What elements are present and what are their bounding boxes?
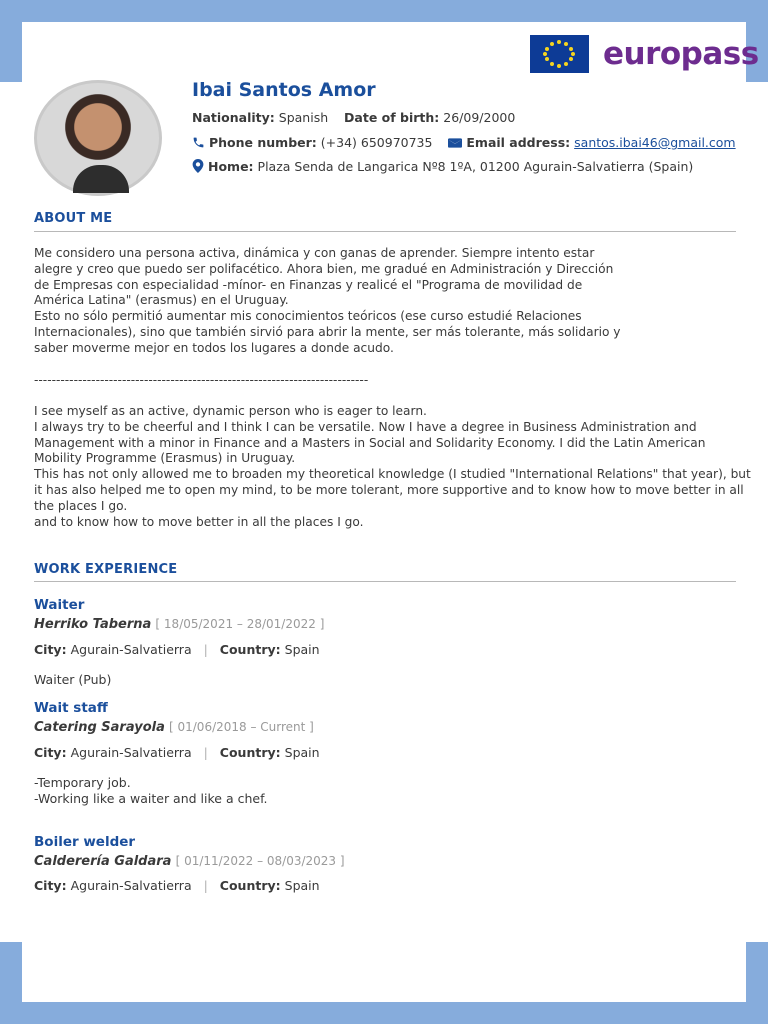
job-description: -Temporary job. -Working like a waiter and like a chef. bbox=[34, 775, 268, 806]
city-value: Agurain-Salvatierra bbox=[70, 642, 192, 657]
work-section-rule bbox=[34, 581, 736, 582]
dob-value: 26/09/2000 bbox=[443, 110, 516, 125]
job-dates: [ 18/05/2021 – 28/01/2022 ] bbox=[155, 617, 325, 631]
profile-photo bbox=[34, 80, 162, 196]
country-value: Spain bbox=[284, 745, 320, 760]
info-line-home bbox=[192, 159, 693, 174]
work-section-title: WORK EXPERIENCE bbox=[34, 562, 178, 577]
country-value: Spain bbox=[284, 878, 320, 893]
job-employer-line bbox=[34, 617, 324, 632]
info-line-contact bbox=[192, 135, 736, 150]
job-employer-line bbox=[34, 854, 345, 869]
envelope-icon bbox=[448, 137, 462, 149]
about-section-title: ABOUT ME bbox=[34, 211, 113, 226]
eu-flag-icon bbox=[530, 35, 589, 73]
job-employer: Calderería Galdara bbox=[34, 854, 172, 869]
phone-icon bbox=[192, 136, 205, 149]
location-separator: | bbox=[203, 642, 208, 657]
location-separator: | bbox=[203, 745, 208, 760]
country-label: Country: bbox=[219, 745, 281, 760]
phone-label: Phone number: bbox=[209, 135, 317, 150]
job-location-line bbox=[34, 878, 320, 893]
about-divider: ---------------------------------------------------------------------------- bbox=[34, 373, 369, 387]
job-location-line bbox=[34, 745, 320, 760]
location-separator: | bbox=[203, 878, 208, 893]
email-label: Email address: bbox=[466, 135, 571, 150]
job-description: Waiter (Pub) bbox=[34, 672, 112, 687]
city-value: Agurain-Salvatierra bbox=[70, 878, 192, 893]
location-pin-icon bbox=[192, 159, 204, 173]
city-value: Agurain-Salvatierra bbox=[70, 745, 192, 760]
about-section-rule bbox=[34, 231, 736, 232]
email-link[interactable]: santos.ibai46@gmail.com bbox=[574, 135, 736, 150]
profile-photo-shirt bbox=[73, 165, 129, 193]
country-value: Spain bbox=[284, 642, 320, 657]
country-label: Country: bbox=[219, 642, 281, 657]
job-dates: [ 01/06/2018 – Current ] bbox=[169, 720, 314, 734]
about-text-spanish: Me considero una persona activa, dinámica y con ganas de aprender. Siempre intento estar alegre y creo que puedo ser polifacético. Ahora bien, me gradué en Administración y Dirección de Empresas con especialidad -mínor- en Finanzas y realicé el "Programa de movilidad de América Latina" (erasmus) en el Uruguay. Esto no sólo permitió aumentar mis conocimientos teóricos (ese curso estudié Relaciones Internacionales), sino que también sirvió para abrir la mente, ser más tolerante, más solidario y saber moverme mejor en todos los lugares a donde acudo. bbox=[34, 246, 621, 355]
job-location-line bbox=[34, 642, 320, 657]
about-text-english: I see myself as an active, dynamic person who is eager to learn. I always try to be cheerful and I think I can be versatile. Now I have a degree in Business Administration and Management with a minor in Finance and a Masters in Social and Solidarity Economy. I did the Latin American Mobility Programme (Erasmus) in Uruguay. This has not only allowed me to broaden my theoretical knowledge (I studied "International Relations" that year), but it has also helped me to open my mind, to be more tolerant, more supportive and to know how to move better in all the places I go. and to know how to move better in all the places I go. bbox=[34, 404, 751, 529]
country-label: Country: bbox=[219, 878, 281, 893]
info-line-nationality bbox=[192, 110, 515, 125]
job-dates: [ 01/11/2022 – 08/03/2023 ] bbox=[175, 854, 345, 868]
job-title: Wait staff bbox=[34, 700, 108, 716]
job-title: Waiter bbox=[34, 597, 85, 613]
europass-logo bbox=[530, 35, 759, 73]
city-label: City: bbox=[34, 642, 67, 657]
job-employer: Herriko Taberna bbox=[34, 617, 152, 632]
nationality-label: Nationality: bbox=[192, 110, 275, 125]
city-label: City: bbox=[34, 745, 67, 760]
home-label: Home: bbox=[208, 159, 254, 174]
europass-wordmark: europass bbox=[603, 35, 759, 72]
job-title: Boiler welder bbox=[34, 834, 136, 850]
person-name: Ibai Santos Amor bbox=[192, 79, 376, 101]
dob-label: Date of birth: bbox=[344, 110, 440, 125]
home-value: Plaza Senda de Langarica Nº8 1ºA, 01200 Agurain-Salvatierra (Spain) bbox=[257, 159, 694, 174]
nationality-value: Spanish bbox=[278, 110, 329, 125]
job-employer: Catering Sarayola bbox=[34, 720, 165, 735]
phone-value: (+34) 650970735 bbox=[320, 135, 433, 150]
job-employer-line bbox=[34, 720, 314, 735]
city-label: City: bbox=[34, 878, 67, 893]
